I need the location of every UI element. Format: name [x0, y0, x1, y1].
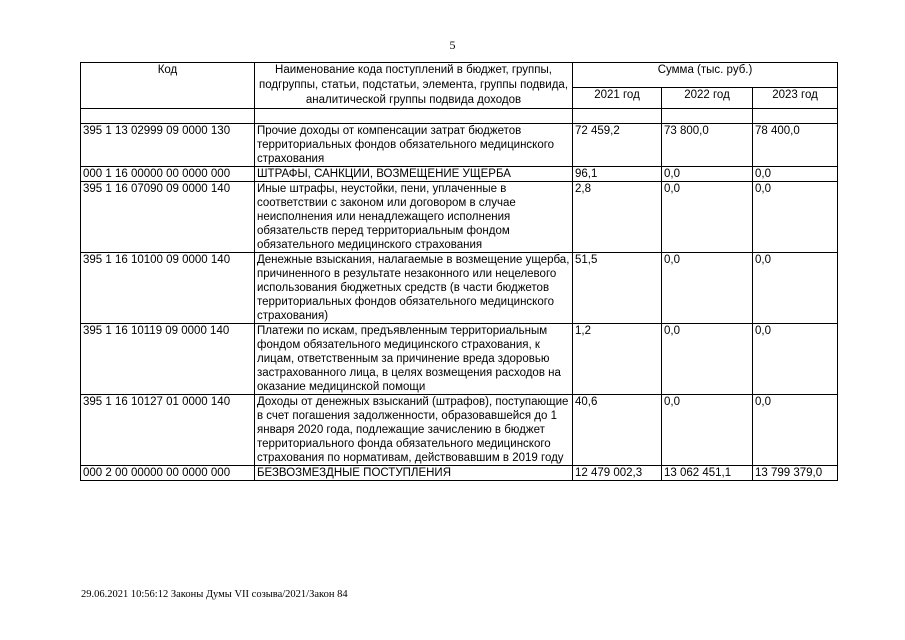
value-2021-cell: 51,5: [573, 253, 662, 324]
value-2021-cell: 2,8: [573, 182, 662, 253]
header-row: [81, 63, 838, 88]
table-row: [81, 395, 838, 466]
value-2021-cell: 40,6: [573, 395, 662, 466]
value-2021-cell: 96,1: [573, 167, 662, 182]
value-2023-cell: 0,0: [753, 182, 838, 253]
code-cell: 395 1 13 02999 09 0000 130: [81, 124, 255, 167]
value-2023-cell: 78 400,0: [753, 124, 838, 167]
page-number: 5: [449, 38, 456, 52]
header-name: Наименование кода поступлений в бюджет, группы, подгруппы, статьи, подстатьи, элемента, группы подвида, аналитической группы подвида доходов: [255, 63, 573, 109]
value-2022-cell: 0,0: [662, 182, 753, 253]
header-code: Код: [81, 63, 255, 109]
table-row: [81, 182, 838, 253]
value-2022-cell: 0,0: [662, 324, 753, 395]
table-row: [81, 253, 838, 324]
code-cell: 000 2 00 00000 00 0000 000: [81, 466, 255, 481]
name-cell: Денежные взыскания, налагаемые в возмещение ущерба, причиненного в результате незаконного или нецелевого использования бюджетных средств (в части бюджетов территориальных фондов обязательного медицинского страхования): [255, 253, 573, 324]
name-cell: Прочие доходы от компенсации затрат бюджетов территориальных фондов обязательного медицинского страхования: [255, 124, 573, 167]
header-year-2022: 2022 год: [662, 88, 753, 109]
value-2022-cell: 0,0: [662, 253, 753, 324]
value-2021-cell: 12 479 002,3: [573, 466, 662, 481]
code-cell: 395 1 16 10100 09 0000 140: [81, 253, 255, 324]
table-row: [81, 466, 838, 481]
header-sum: Сумма (тыс. руб.): [573, 63, 838, 88]
value-2023-cell: 13 799 379,0: [753, 466, 838, 481]
header-year-2021: 2021 год: [573, 88, 662, 109]
name-cell: Иные штрафы, неустойки, пени, уплаченные в соответствии с законом или договором в случае неисполнения или ненадлежащего исполнения обязательств перед территориальным фондом обязательного медицинского страхования: [255, 182, 573, 253]
value-2022-cell: 73 800,0: [662, 124, 753, 167]
value-2023-cell: 0,0: [753, 167, 838, 182]
header-year-2023: 2023 год: [753, 88, 838, 109]
spacer-cell: [81, 109, 255, 124]
value-2022-cell: 0,0: [662, 167, 753, 182]
code-cell: 395 1 16 10119 09 0000 140: [81, 324, 255, 395]
code-cell: 395 1 16 07090 09 0000 140: [81, 182, 255, 253]
spacer-cell: [662, 109, 753, 124]
table-row: [81, 167, 838, 182]
table-row: [81, 324, 838, 395]
header-spacer-row: [81, 109, 838, 124]
value-2023-cell: 0,0: [753, 253, 838, 324]
table-row: [81, 124, 838, 167]
code-cell: 395 1 16 10127 01 0000 140: [81, 395, 255, 466]
value-2022-cell: 13 062 451,1: [662, 466, 753, 481]
value-2021-cell: 72 459,2: [573, 124, 662, 167]
name-cell: ШТРАФЫ, САНКЦИИ, ВОЗМЕЩЕНИЕ УЩЕРБА: [255, 167, 573, 182]
value-2023-cell: 0,0: [753, 324, 838, 395]
document-footer: 29.06.2021 10:56:12 Законы Думы VII созыва/2021/Закон 84: [81, 589, 348, 600]
code-cell: 000 1 16 00000 00 0000 000: [81, 167, 255, 182]
value-2021-cell: 1,2: [573, 324, 662, 395]
revenue-table: [80, 62, 838, 481]
name-cell: БЕЗВОЗМЕЗДНЫЕ ПОСТУПЛЕНИЯ: [255, 466, 573, 481]
value-2022-cell: 0,0: [662, 395, 753, 466]
name-cell: Платежи по искам, предъявленным территориальным фондом обязательного медицинского страхования, к лицам, ответственным за причинение вреда здоровью застрахованного лица, в целях возмещения расходов на оказание медицинской помощи: [255, 324, 573, 395]
name-cell: Доходы от денежных взысканий (штрафов), поступающие в счет погашения задолженности, образовавшейся до 1 января 2020 года, подлежащие зачислению в бюджет территориального фонда обязательного медицинского страхования по нормативам, действовавшим в 2019 году: [255, 395, 573, 466]
spacer-cell: [753, 109, 838, 124]
value-2023-cell: 0,0: [753, 395, 838, 466]
spacer-cell: [255, 109, 573, 124]
spacer-cell: [573, 109, 662, 124]
